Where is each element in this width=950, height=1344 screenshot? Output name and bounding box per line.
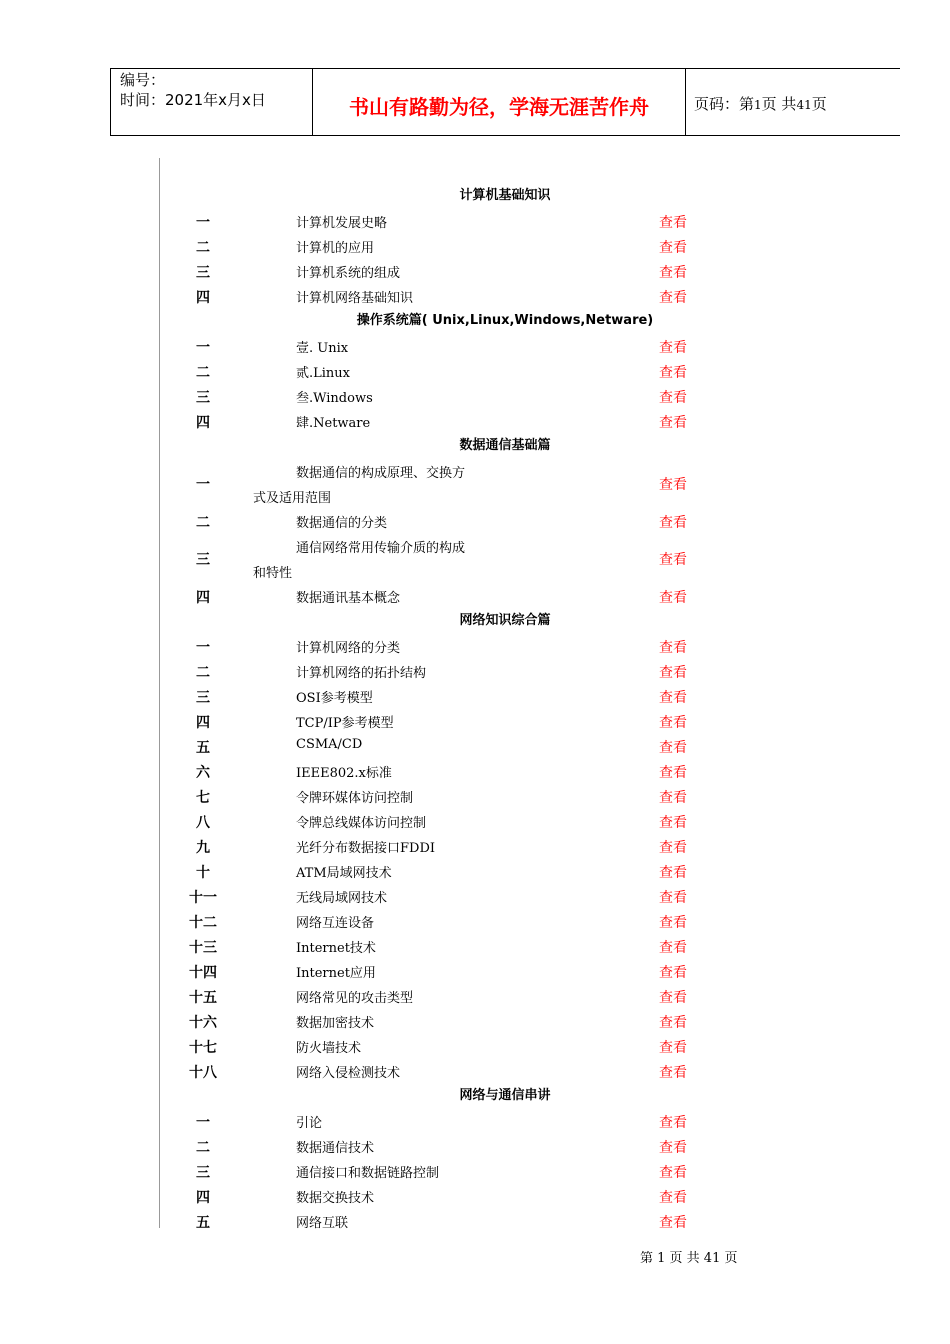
toc-title: 计算机发展史略: [296, 216, 388, 231]
toc-number: 四: [196, 415, 210, 431]
toc-row: [160, 683, 860, 708]
toc-title: 令牌总线媒体访问控制: [296, 816, 427, 831]
toc-row: [160, 1108, 860, 1133]
toc-row: [160, 458, 860, 508]
view-link[interactable]: 查看: [659, 740, 687, 756]
view-link[interactable]: 查看: [659, 915, 687, 931]
page-suffix: 页: [811, 95, 827, 113]
view-link[interactable]: 查看: [659, 290, 687, 306]
view-link[interactable]: 查看: [659, 790, 687, 806]
toc-row: [160, 208, 860, 233]
toc-number: 十六: [189, 1015, 217, 1031]
toc-number: 一: [196, 1115, 210, 1131]
toc-row: [160, 1183, 860, 1208]
toc-title: 计算机网络的拓扑结构: [296, 666, 427, 681]
view-link[interactable]: 查看: [659, 690, 687, 706]
toc-number: 六: [196, 765, 210, 781]
toc-row: [160, 1033, 860, 1058]
toc-row: [160, 883, 860, 908]
toc-number: 十一: [189, 890, 217, 906]
toc-number: 七: [196, 790, 210, 806]
toc-number: 九: [196, 840, 210, 856]
toc-number: 一: [196, 477, 210, 493]
view-link[interactable]: 查看: [659, 1140, 687, 1156]
toc-number: 五: [196, 1215, 210, 1231]
toc-number: 一: [196, 640, 210, 656]
toc-row: [160, 658, 860, 683]
toc-title: 数据交换技术: [296, 1191, 375, 1206]
toc-number: 十三: [189, 940, 217, 956]
toc-row: [160, 758, 860, 783]
header-meta: [120, 70, 266, 110]
view-link[interactable]: 查看: [659, 665, 687, 681]
toc-row: [160, 283, 860, 308]
toc-row: [160, 1158, 860, 1183]
header-page-info: [694, 93, 827, 114]
toc-number: 五: [196, 740, 210, 756]
page-number: 1: [754, 98, 762, 112]
toc-title: 通信接口和数据链路控制: [296, 1166, 440, 1181]
toc-number: 二: [196, 365, 210, 381]
section-heading: 计算机基础知识: [459, 188, 551, 203]
toc-title: 肆.Netware: [296, 416, 371, 431]
toc-title: 数据通信的构成原理、交换方: [296, 466, 466, 481]
toc-row: [160, 1058, 860, 1083]
toc-title: 计算机网络的分类: [296, 641, 401, 656]
toc-number: 四: [196, 1190, 210, 1206]
toc-row: [160, 633, 860, 658]
code-label: 编号：: [120, 71, 166, 89]
toc-title: 令牌环媒体访问控制: [296, 791, 414, 806]
page-footer: 第 1 页 共 41 页: [640, 1251, 738, 1266]
toc-number: 一: [196, 215, 210, 231]
section-heading: 网络知识综合篇: [459, 613, 551, 628]
toc-number: 四: [196, 290, 210, 306]
view-link[interactable]: 查看: [659, 215, 687, 231]
view-link[interactable]: 查看: [659, 940, 687, 956]
toc-number: 一: [196, 340, 210, 356]
toc-row: [160, 1208, 860, 1233]
view-link[interactable]: 查看: [659, 640, 687, 656]
toc-number: 二: [196, 240, 210, 256]
view-link[interactable]: 查看: [659, 365, 687, 381]
view-link[interactable]: 查看: [659, 1115, 687, 1131]
toc-title: Internet应用: [296, 966, 376, 981]
toc-row: [160, 1008, 860, 1033]
toc-row: [160, 983, 860, 1008]
toc-row: [160, 533, 860, 583]
toc-number: 十: [196, 865, 210, 881]
toc-row: [160, 733, 860, 758]
toc-title: 数据通信技术: [296, 1141, 375, 1156]
toc-row: [160, 408, 860, 433]
view-link[interactable]: 查看: [659, 865, 687, 881]
toc-row: [160, 358, 860, 383]
toc-number: 三: [196, 390, 210, 406]
page-prefix: 页码：第: [694, 95, 755, 113]
view-link[interactable]: 查看: [659, 990, 687, 1006]
toc-title: 壹. Unix: [296, 341, 349, 356]
toc-number: 二: [196, 515, 210, 531]
toc-number: 十四: [189, 965, 217, 981]
view-link[interactable]: 查看: [659, 340, 687, 356]
view-link[interactable]: 查看: [659, 590, 687, 606]
toc-number: 四: [196, 590, 210, 606]
section-heading: 数据通信基础篇: [459, 438, 551, 453]
toc-title: 网络互联: [296, 1216, 349, 1231]
toc-row: [160, 958, 860, 983]
toc-title: 叁.Windows: [296, 391, 373, 406]
toc-number: 三: [196, 265, 210, 281]
view-link[interactable]: 查看: [659, 1190, 687, 1206]
toc-row: [160, 508, 860, 533]
toc-row: [160, 383, 860, 408]
toc-title: 计算机网络基础知识: [296, 291, 414, 306]
view-link[interactable]: 查看: [659, 415, 687, 431]
view-link[interactable]: 查看: [659, 265, 687, 281]
toc-title: 无线局域网技术: [296, 891, 388, 906]
toc-title: 光纤分布数据接口FDDI: [296, 841, 436, 856]
toc-row: [160, 933, 860, 958]
toc-row: [160, 808, 860, 833]
toc-title: 计算机的应用: [296, 241, 375, 256]
toc-title: 计算机系统的组成: [296, 266, 401, 281]
header-motto: 书山有路勤为径，学海无涯苦作舟: [349, 95, 649, 119]
toc-number: 十二: [189, 915, 217, 931]
toc-row: [160, 258, 860, 283]
view-link[interactable]: 查看: [659, 890, 687, 906]
toc-row: [160, 333, 860, 358]
toc-title: OSI参考模型: [296, 691, 373, 706]
toc-title: 数据加密技术: [296, 1016, 375, 1031]
toc-title: Internet技术: [296, 941, 376, 956]
toc-row: [160, 708, 860, 733]
section-heading: 网络与通信串讲: [459, 1088, 551, 1103]
time-label: 时间：2021年x月x日: [120, 91, 266, 109]
view-link[interactable]: 查看: [659, 1065, 687, 1081]
toc-number: 十七: [189, 1040, 217, 1056]
toc-number: 三: [196, 690, 210, 706]
toc-title: 数据通信的分类: [296, 516, 388, 531]
toc-title: ATM局域网技术: [296, 866, 392, 881]
toc-number: 十五: [189, 990, 217, 1006]
toc-row: [160, 233, 860, 258]
toc-title: 网络互连设备: [296, 916, 375, 931]
header-bottom-rule: [110, 135, 900, 136]
page-mid: 页 共: [761, 95, 797, 113]
toc-title: 通信网络常用传输介质的构成: [296, 541, 466, 556]
toc-number: 二: [196, 665, 210, 681]
toc-number: 十八: [189, 1065, 217, 1081]
section-heading: 操作系统篇( Unix,Linux,Windows,Netware): [356, 313, 654, 328]
toc-row: [160, 1133, 860, 1158]
toc-number: 二: [196, 1140, 210, 1156]
view-link[interactable]: 查看: [659, 390, 687, 406]
view-link[interactable]: 查看: [659, 1040, 687, 1056]
view-link[interactable]: 查看: [659, 715, 687, 731]
view-link[interactable]: 查看: [659, 1165, 687, 1181]
toc-row: [160, 858, 860, 883]
toc-row: [160, 833, 860, 858]
view-link[interactable]: 查看: [659, 1015, 687, 1031]
page-total: 41: [796, 98, 812, 112]
toc-title: 贰.Linux: [296, 366, 350, 381]
toc-title: 防火墙技术: [296, 1041, 362, 1056]
view-link[interactable]: 查看: [659, 840, 687, 856]
toc-number: 八: [196, 815, 210, 831]
view-link[interactable]: 查看: [659, 477, 687, 493]
view-link[interactable]: 查看: [659, 1215, 687, 1231]
view-link[interactable]: 查看: [659, 815, 687, 831]
view-link[interactable]: 查看: [659, 515, 687, 531]
view-link[interactable]: 查看: [659, 765, 687, 781]
toc-title: 网络入侵检测技术: [296, 1066, 401, 1081]
header-top-rule: [110, 68, 900, 69]
toc-row: [160, 783, 860, 808]
toc-title: 网络常见的攻击类型: [296, 991, 414, 1006]
toc-title-continued: 和特性: [253, 566, 293, 581]
toc-title-continued: 式及适用范围: [253, 491, 332, 506]
view-link[interactable]: 查看: [659, 552, 687, 568]
toc-number: 四: [196, 715, 210, 731]
header-divider: [685, 68, 686, 136]
view-link[interactable]: 查看: [659, 240, 687, 256]
toc-row: [160, 908, 860, 933]
toc-title: 引论: [296, 1116, 323, 1131]
toc-number: 三: [196, 1165, 210, 1181]
toc-title: TCP/IP参考模型: [296, 716, 394, 731]
toc-number: 三: [196, 552, 210, 568]
toc-title: 数据通讯基本概念: [296, 591, 401, 606]
toc-row: [160, 583, 860, 608]
view-link[interactable]: 查看: [659, 965, 687, 981]
header-divider: [110, 68, 111, 136]
toc-title: IEEE802.x标准: [296, 766, 392, 781]
toc-title: CSMA/CD: [296, 737, 363, 752]
